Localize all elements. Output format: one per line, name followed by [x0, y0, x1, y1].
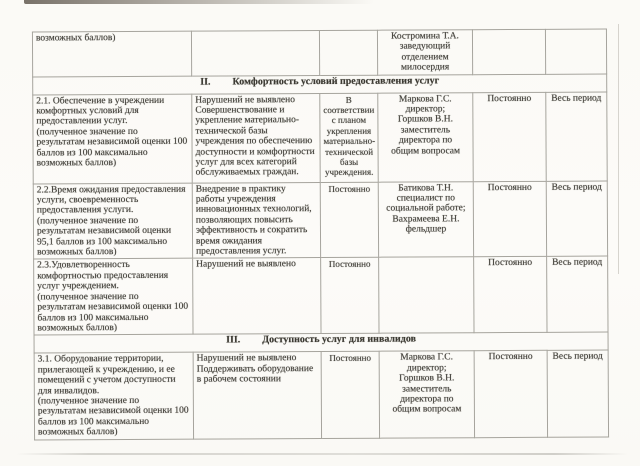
cell-responsible-2-1: Маркова Г.С. директор; Горшков В.Н. заместитель директора по общим вопросам	[378, 92, 473, 181]
action-plan-table	[32, 28, 609, 440]
cell-action-2-3: Нарушений не выявлено	[193, 258, 321, 335]
cell-measure-2-2: 2.2.Время ожидания предоставления услуги, своевременность предоставления услуги. (полученное значение по результатам независимой оценки 95,1 баллов из 100 максимально возможных баллов)	[33, 183, 192, 260]
cell-basis-3-1: Постоянно	[321, 352, 379, 439]
cell-period-empty	[545, 29, 606, 74]
cell-control-3-1: Постоянно	[474, 351, 547, 438]
cell-basis-2-1: В соответствии с планом укрепления материально-технической базы учреждения.	[320, 93, 378, 182]
cell-action-2-2: Внедрение в практику работы учреждения инновационных технологий, позволяющих повысить эффективность и сократить время ожидания предоставления услуг.	[192, 182, 320, 259]
section-ii-title: Комфортность условий предоставления услуг	[232, 75, 440, 88]
cell-responsible-2-3	[379, 257, 474, 333]
table-row-continuation	[32, 29, 606, 77]
table-row-2-1	[33, 92, 607, 184]
cell-measure-continuation: возможных баллов)	[32, 31, 191, 76]
scan-right-shadow	[618, 24, 619, 274]
cell-control-2-1: Постоянно	[473, 92, 546, 181]
cell-action-3-1: Нарушений не выявлено Поддерживать оборудование в рабочем состоянии	[193, 352, 321, 439]
cell-action-2-1: Нарушений не выявлено Совершенствование и укрепление материально-технической базы учреждения по обеспечению доступности и комфортности услуг для всех категорий обслуживаемых граждан.	[192, 93, 320, 183]
cell-measure-2-1: 2.1. Обеспечение в учреждении комфортных условий для предоставлении услуг. (полученное значение по результатам независимой оценки 100 баллов из 100 максимально возможных баллов)	[33, 94, 192, 184]
cell-control-empty	[472, 29, 545, 74]
cell-period-2-3: Весь период	[547, 256, 608, 332]
cell-basis-2-3: Постоянно	[321, 258, 379, 334]
section-iii-title: Доступность услуг для инвалидов	[262, 333, 417, 346]
cell-period-3-1: Весь период	[547, 350, 608, 437]
cell-period-2-2: Весь период	[546, 181, 607, 257]
cell-responsible-continuation: Костромина Т.А. заведующий отделением милосердия	[377, 30, 472, 75]
cell-period-2-1: Весь период	[546, 92, 607, 181]
cell-measure-2-3: 2.3.Удовлетворенность комфортностью предоставления услуг учреждением. (полученное значение по результатам независимой оценки 100 баллов из 100 максимально возможных баллов)	[34, 259, 193, 336]
cell-action-empty	[191, 31, 319, 76]
table-row-2-3	[34, 256, 608, 335]
cell-basis-2-2: Постоянно	[320, 182, 378, 258]
cell-measure-3-1: 3.1. Оборудование территории, прилегающей к учреждению, и ее помещений с учетом доступности для инвалидов. (полученное значение по результатам независимой оценки 100 баллов из 100 максимально возможных баллов)	[34, 352, 193, 439]
table-row-3-1	[34, 350, 608, 439]
cell-basis-empty	[319, 30, 377, 75]
cell-control-2-3: Постоянно	[474, 257, 547, 333]
scan-shadow-line	[16, 453, 628, 455]
cell-control-2-2: Постоянно	[473, 181, 546, 257]
table-row-2-2	[33, 181, 607, 260]
scan-edge-smudge	[24, 0, 374, 4]
cell-responsible-2-2: Батикова Т.Н. специалист по социальной работе; Вахрамеева Е.Н. фельдшер	[378, 181, 473, 257]
cell-responsible-3-1: Маркова Г.С. директор; Горшков В.Н. заместитель директора по общим вопросам	[379, 351, 474, 438]
section-ii-number: II.	[200, 76, 211, 88]
section-iii-number: III.	[226, 334, 241, 346]
